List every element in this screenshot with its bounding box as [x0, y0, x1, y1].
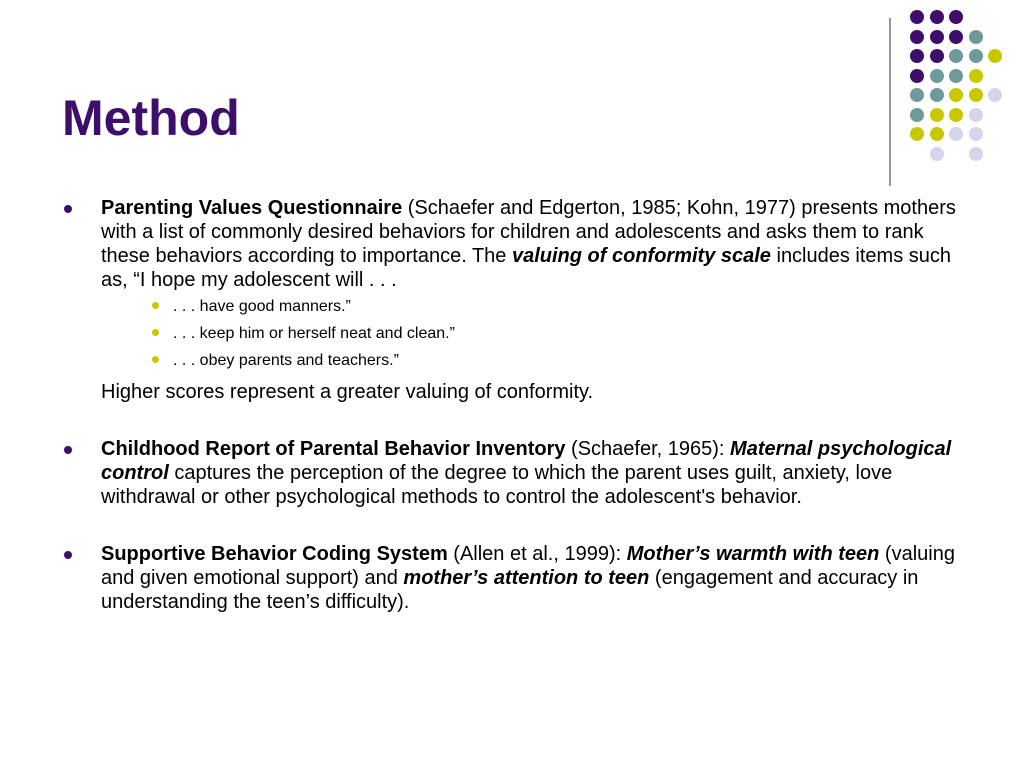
decorative-dot — [910, 49, 924, 63]
sub-bullet-text: . . . keep him or herself neat and clean.” — [173, 325, 455, 342]
instrument-citation: (Allen et al., 1999): — [447, 543, 627, 565]
construct-name-warmth: Mother’s warmth with teen — [626, 543, 880, 565]
decorative-dot — [969, 30, 983, 44]
instrument-name: Parenting Values Questionnaire — [101, 197, 403, 219]
decorative-dot — [969, 127, 983, 141]
decorative-dot — [930, 127, 944, 141]
slide-body — [62, 196, 957, 614]
scale-name: valuing of conformity scale — [511, 245, 771, 267]
instrument-name: Supportive Behavior Coding System — [101, 543, 448, 565]
construct-description: captures the perception of the degree to which the parent uses guilt, anxiety, love withdrawal or other psychological methods to control the adolescent's behavior. — [101, 462, 893, 508]
decorative-dot — [930, 88, 944, 102]
decorative-dot-grid — [900, 10, 1010, 170]
bullet-supportive-behavior-coding-system — [62, 542, 957, 614]
instrument-description: includes items such as, “I hope my adolescent will . . . — [101, 245, 952, 291]
decorative-dot — [930, 108, 944, 122]
decorative-dot — [910, 108, 924, 122]
decorative-dot — [969, 88, 983, 102]
sub-bullet-item — [149, 320, 957, 347]
construct-name-attention: mother’s attention to teen — [403, 567, 650, 589]
decorative-dot — [930, 30, 944, 44]
decorative-dot — [910, 69, 924, 83]
decorative-dot — [910, 127, 924, 141]
sub-bullet-marker — [152, 302, 159, 309]
sub-bullet-item — [149, 347, 957, 374]
decorative-dot — [949, 10, 963, 24]
scoring-note: Higher scores represent a greater valuing of conformity. — [101, 381, 594, 403]
sub-bullet-text: . . . have good manners.” — [173, 298, 351, 315]
decorative-dot — [930, 69, 944, 83]
instrument-citation: (Schaefer and Edgerton, 1985; Kohn, 1977) presents mothers with a list of commonly desired behaviors for children and adolescents and asks them to rank these behaviors according to importance. The — [101, 197, 956, 267]
instrument-citation: (Schaefer, 1965): — [565, 438, 731, 460]
bullet-marker — [64, 551, 72, 559]
decorative-dot — [988, 49, 1002, 63]
decorative-dot — [969, 108, 983, 122]
decorative-dot — [988, 88, 1002, 102]
decorative-dot — [969, 147, 983, 161]
construct-description-attention: (engagement and accuracy in understanding the teen’s difficulty). — [101, 567, 919, 613]
sub-bullet-marker — [152, 356, 159, 363]
slide-title: Method — [62, 90, 240, 146]
decorative-dot — [910, 30, 924, 44]
decorative-dot — [949, 108, 963, 122]
decorative-vertical-rule — [889, 18, 891, 186]
bullet-parenting-values-questionnaire — [62, 196, 957, 404]
bullet-marker — [64, 205, 72, 213]
decorative-dot — [949, 88, 963, 102]
sub-bullet-marker — [152, 329, 159, 336]
instrument-name: Childhood Report of Parental Behavior Inventory — [101, 438, 566, 460]
decorative-dot — [930, 10, 944, 24]
decorative-dot — [910, 88, 924, 102]
sub-bullet-list — [149, 293, 957, 374]
construct-name: Maternal psychological control — [101, 438, 952, 484]
sub-bullet-text: . . . obey parents and teachers.” — [173, 352, 399, 369]
decorative-dot — [930, 49, 944, 63]
construct-description-warmth: (valuing and given emotional support) and — [101, 543, 955, 589]
decorative-dot — [930, 147, 944, 161]
decorative-dot — [949, 30, 963, 44]
decorative-dot — [969, 69, 983, 83]
decorative-dot — [949, 69, 963, 83]
decorative-dot — [969, 49, 983, 63]
decorative-dot — [949, 127, 963, 141]
bullet-crpbi — [62, 437, 957, 509]
sub-bullet-item — [149, 293, 957, 320]
decorative-dot — [949, 49, 963, 63]
bullet-marker — [64, 446, 72, 454]
decorative-dot — [910, 10, 924, 24]
